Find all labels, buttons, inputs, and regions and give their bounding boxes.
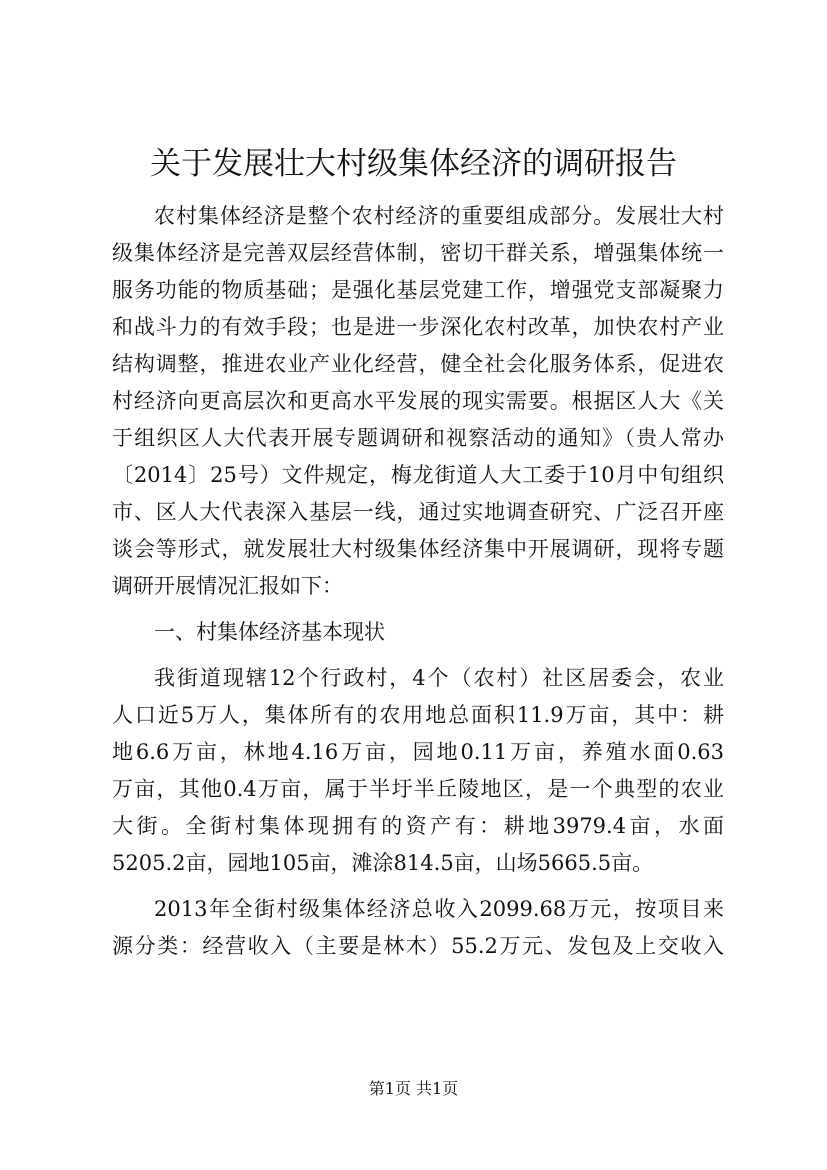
body-line: 我街道现辖12个行政村，4个（农村）社区居委会，农业 <box>154 666 724 690</box>
body-line: 村经济向更高层次和更高水平发展的现实需要。根据区人大《关 <box>112 389 724 413</box>
body-line: 级集体经济是完善双层经营体制，密切干群关系，增强集体统一 <box>112 241 724 265</box>
body-line: 人口近5万人，集体所有的农用地总面积11.9万亩，其中：耕 <box>112 703 724 727</box>
body-line: 和战斗力的有效手段；也是进一步深化农村改革，加快农村产业 <box>112 315 724 339</box>
body-line: 谈会等形式，就发展壮大村级集体经济集中开展调研，现将专题 <box>112 537 724 561</box>
body-line: 2013年全街村级集体经济总收入2099.68万元，按项目来 <box>154 897 724 921</box>
body-line: 万亩，其他0.4万亩，属于半圩半丘陵地区，是一个典型的农业 <box>112 777 724 801</box>
page-number: 第1页 共1页 <box>368 1079 459 1098</box>
body-line: 服务功能的物质基础；是强化基层党建工作，增强党支部凝聚力 <box>112 278 724 302</box>
body-line: 源分类：经营收入（主要是林木）55.2万元、发包及上交收入 <box>112 934 724 958</box>
body-line: 调研开展情况汇报如下： <box>112 574 343 598</box>
body-line: 大街。全街村集体现拥有的资产有：耕地3979.4亩，水面 <box>112 814 724 838</box>
body-line: 农村集体经济是整个农村经济的重要组成部分。发展壮大村 <box>154 204 724 228</box>
body-line: 〔2014〕25号）文件规定，梅龙街道人大工委于10月中旬组织 <box>112 463 724 487</box>
body-line: 地6.6万亩，林地4.16万亩，园地0.11万亩，养殖水面0.63 <box>112 740 724 764</box>
body-line: 于组织区人大代表开展专题调研和视察活动的通知》（贵人常办 <box>112 426 724 450</box>
body-line: 市、区人大代表深入基层一线，通过实地调查研究、广泛召开座 <box>112 500 724 524</box>
body-line: 5205.2亩，园地105亩，滩涂814.5亩，山场5665.5亩。 <box>112 851 654 875</box>
body-line: 结构调整，推进农业产业化经营，健全社会化服务体系，促进农 <box>112 352 724 376</box>
section-heading: 一、村集体经济基本现状 <box>154 620 385 644</box>
document-title: 关于发展壮大村级集体经济的调研报告 <box>150 146 677 182</box>
